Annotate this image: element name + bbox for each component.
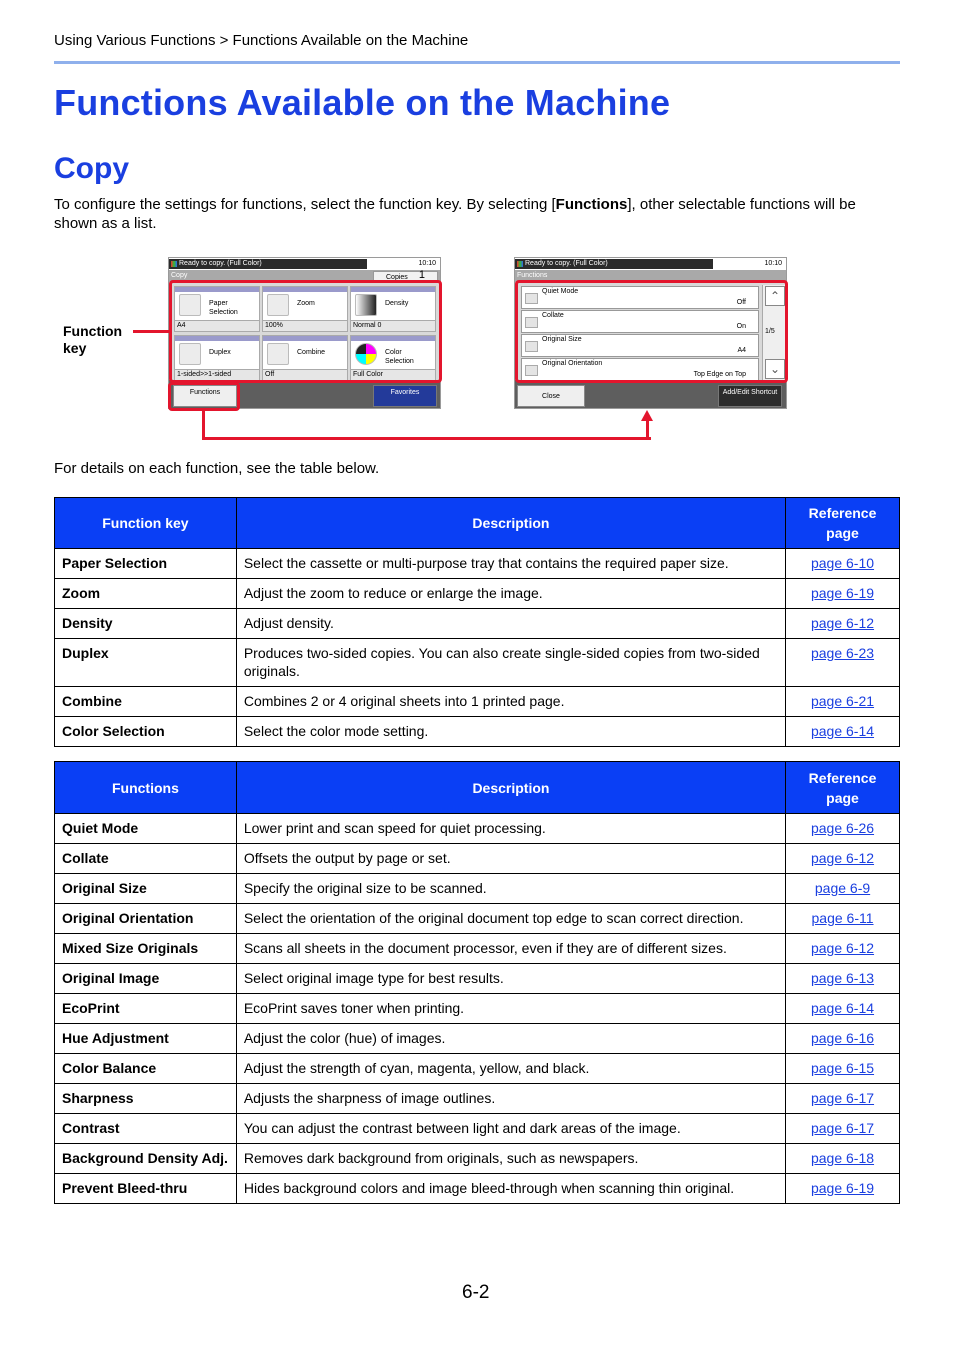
table-header: Description [236,498,785,549]
copies-field[interactable]: Copies 1 [373,271,438,282]
table-row: Contrast You can adjust the contrast between light and dark areas of the image. page 6-17 [55,1114,900,1144]
section-title: Copy [54,152,129,185]
functions-button-highlight [168,382,240,411]
status-icon [171,261,177,267]
table-header: Reference page [786,762,900,814]
table-header: Function key [55,498,237,549]
table-row: Color Balance Adjust the strength of cyan, magenta, yellow, and black. page 6-15 [55,1054,900,1084]
duplex-key[interactable]: Duplex 1-sided>>1-sided [174,335,260,381]
screen-header: Functions [515,270,786,282]
header-rule [54,61,900,64]
table-row: Original Size Specify the original size to be scanned. page 6-9 [55,874,900,904]
table-header: Functions [55,762,237,814]
functions-screen: Ready to copy. (Full Color) 10:10 Functions Quiet Mode Off Collate On Original Size A4 Original Orientation Top Edge on Top ⌃ 1/5 ⌄ Close Add/Edit Shortcut [514,257,787,409]
status-icon [517,261,523,267]
reference-link[interactable]: page 6-14 [786,717,900,747]
connector-line [202,437,651,440]
combine-key[interactable]: Combine Off [262,335,348,381]
table-row: Combine Combines 2 or 4 original sheets into 1 printed page. page 6-21 [55,687,900,717]
color-selection-key[interactable]: Color Selection Full Color [350,335,436,381]
functions-button[interactable]: Functions [173,385,237,407]
table-row: Quiet Mode Lower print and scan speed for quiet processing. page 6-26 [55,814,900,844]
connector-line [202,410,205,440]
reference-link[interactable]: page 6-9 [786,874,900,904]
reference-link[interactable]: page 6-10 [786,549,900,579]
reference-link[interactable]: page 6-19 [786,579,900,609]
function-list-highlight [515,280,788,383]
zoom-key[interactable]: Zoom 100% [262,286,348,332]
table-row: Collate Offsets the output by page or set. page 6-12 [55,844,900,874]
table-row: EcoPrint EcoPrint saves toner when printing. page 6-14 [55,994,900,1024]
function-row-original-orientation[interactable]: Original Orientation Top Edge on Top [521,358,759,381]
reference-link[interactable]: page 6-17 [786,1084,900,1114]
page-number: 6-2 [462,1282,490,1303]
table-row: Sharpness Adjusts the sharpness of image outlines. page 6-17 [55,1084,900,1114]
reference-link[interactable]: page 6-11 [786,904,900,934]
favorites-button[interactable]: Favorites [373,385,437,407]
page-title: Functions Available on the Machine [54,82,671,123]
close-button[interactable]: Close [517,385,585,407]
reference-link[interactable]: page 6-18 [786,1144,900,1174]
function-key-highlight [169,280,442,383]
screen-header: Copy [169,270,440,282]
table-row: Duplex Produces two-sided copies. You can also create single-sided copies from two-sided originals. page 6-23 [55,639,900,687]
table-header: Reference page [786,498,900,549]
details-text: For details on each function, see the table below. [54,460,380,477]
table-row: Background Density Adj. Removes dark background from originals, such as newspapers. page 6-18 [55,1144,900,1174]
page-indicator: 1/5 [765,328,775,335]
table-row: Paper Selection Select the cassette or multi-purpose tray that contains the required paper size. page 6-10 [55,549,900,579]
arrow-head-icon [641,410,653,421]
scroll-up-button[interactable]: ⌃ [765,286,785,306]
breadcrumb: Using Various Functions > Functions Available on the Machine [54,32,469,49]
intro-paragraph: To configure the settings for functions, select the function key. By selecting [Functions], other selectable functions will be shown as a list. [54,196,856,232]
reference-link[interactable]: page 6-15 [786,1054,900,1084]
table-row: Original Orientation Select the orientation of the original document top edge to scan correct direction. page 6-11 [55,904,900,934]
reference-link[interactable]: page 6-13 [786,964,900,994]
functions-table [54,761,900,1204]
table-row: Density Adjust density. page 6-12 [55,609,900,639]
table-row: Hue Adjustment Adjust the color (hue) of images. page 6-16 [55,1024,900,1054]
reference-link[interactable]: page 6-12 [786,609,900,639]
paper-selection-key[interactable]: Paper Selection A4 [174,286,260,332]
table-row: Original Image Select original image type for best results. page 6-13 [55,964,900,994]
function-row-collate[interactable]: Collate On [521,310,759,333]
label-connector-line [133,330,169,333]
table-header: Description [236,762,785,814]
table-row: Color Selection Select the color mode setting. page 6-14 [55,717,900,747]
function-row-quiet-mode[interactable]: Quiet Mode Off [521,286,759,309]
table-row: Mixed Size Originals Scans all sheets in the document processor, even if they are of different sizes. page 6-12 [55,934,900,964]
reference-link[interactable]: page 6-26 [786,814,900,844]
reference-link[interactable]: page 6-12 [786,844,900,874]
function-row-original-size[interactable]: Original Size A4 [521,334,759,357]
reference-link[interactable]: page 6-19 [786,1174,900,1204]
reference-link[interactable]: page 6-12 [786,934,900,964]
connector-line [646,420,649,440]
table-row: Zoom Adjust the zoom to reduce or enlarge the image. page 6-19 [55,579,900,609]
add-edit-shortcut-button[interactable]: Add/Edit Shortcut [718,385,782,407]
scroll-down-button[interactable]: ⌄ [765,359,785,379]
reference-link[interactable]: page 6-23 [786,639,900,687]
function-key-label: Function key [63,323,123,356]
reference-link[interactable]: page 6-21 [786,687,900,717]
function-key-table [54,497,900,747]
reference-link[interactable]: page 6-17 [786,1114,900,1144]
reference-link[interactable]: page 6-16 [786,1024,900,1054]
copy-screen: Ready to copy. (Full Color) 10:10 Copy Copies 1 Paper Selection A4 Zoom 100% Density Normal 0 Duplex 1-sided>>1-sided Combine Off Color Selection Full Color Functions Favorites [168,257,441,409]
density-key[interactable]: Density Normal 0 [350,286,436,332]
table-row: Prevent Bleed-thru Hides background colors and image bleed-through when scanning thin original. page 6-19 [55,1174,900,1204]
reference-link[interactable]: page 6-14 [786,994,900,1024]
